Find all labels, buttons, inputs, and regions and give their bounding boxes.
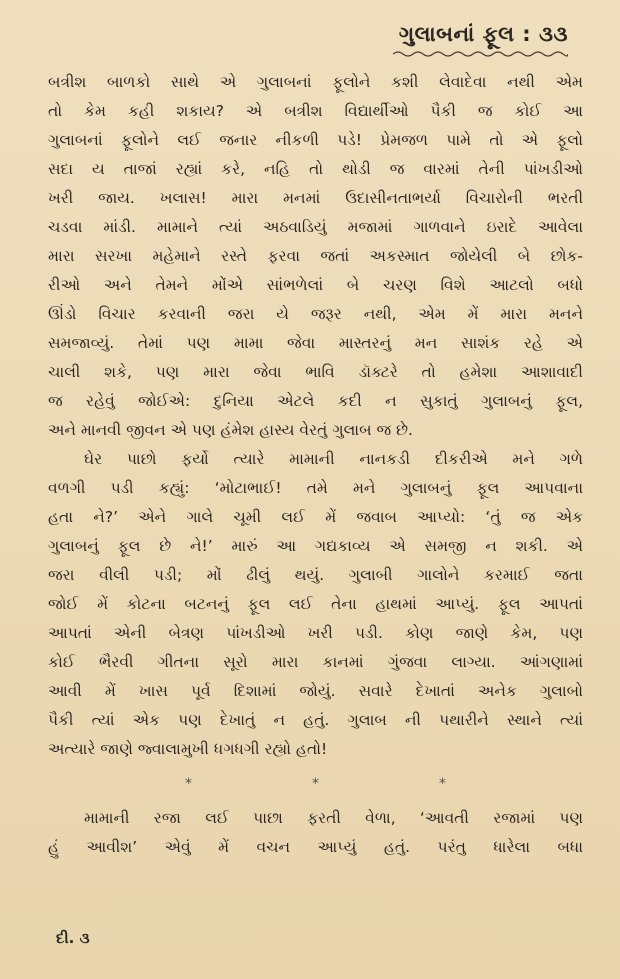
paragraph-3 <box>48 804 583 862</box>
text-line: રીઓ અને તેમને મોંએ સાંભળેલાં બે ચરણ વિશે આટલો બધો <box>48 276 583 294</box>
text-line: આપતાં એની બેત્રણ પાંખડીઓ ખરી પડી. કોણ જાણે કેમ, પણ <box>48 624 583 642</box>
text-line: ગુલાબનું ફૂલ છે ને!’ મારું આ ગદ્યકાવ્ય એ સમજી ન શકી. એ <box>48 537 583 555</box>
text-line: હતા ને?’ એને ગાલે ચૂમી લઈ મેં જવાબ આપ્યો: ‘તું જ એક <box>48 508 583 526</box>
paragraph-2 <box>48 445 583 764</box>
text-line: આવી મેં ખાસ પૂર્વ દિશામાં જોયું. સવારે દેખાતાં અનેક ગુલાબો <box>48 682 583 700</box>
text-line: સદા ય તાજાં રહ્યાં કરે, નહિ તો થોડી જ વારમાં તેની પાંખડીઓ <box>48 160 583 178</box>
paragraph-1 <box>48 68 583 445</box>
text-line: જોઈ મેં કોટના બટનનું ફૂલ લઈ તેના હાથમાં આપ્યું. ફૂલ આપતાં <box>48 595 583 613</box>
text-line: બત્રીશ બાળકો સાથે એ ગુલાબનાં ફૂલોને કશી લેવાદેવા નથી એમ <box>48 73 583 91</box>
text-line: તો કેમ કહી શકાય? એ બત્રીશ વિદ્યાર્થીઓ પૈકી જ કોઈ આ <box>48 102 583 120</box>
text-line: હું આવીશ’ એવું મેં વચન આપ્યું હતું. પરંતુ ધારેલા બધા <box>48 838 583 856</box>
separator-star: * <box>185 776 192 792</box>
text-line: ખરી જાય. ખલાસ! મારા મનમાં ઉદાસીનતાભર્યા વિચારોની ભરતી <box>48 189 583 207</box>
separator-star: * <box>312 776 319 792</box>
text-line: અને માનવી જીવન એ પણ હંમેશ હાસ્ય વેરતું ગુલાબ જ છે. <box>48 421 413 439</box>
body-text <box>48 68 583 862</box>
section-separator <box>48 764 583 804</box>
running-header <box>308 22 568 59</box>
text-line: ચડવા માંડી. મામાને ત્યાં અઠવાડિયું મજામાં ગાળવાને ઇરાદે આવેલા <box>48 218 583 236</box>
text-line: ચાલી શકે, પણ મારા જેવા ભાવિ ડૉક્ટરે તો હમેશા આશાવાદી <box>48 363 583 381</box>
page-header-title: ગુલાબનાં ફૂલ : ૩૩ <box>398 22 568 46</box>
text-line: વળગી પડી કહ્યું: ‘મોટાભાઈ! તમે મને ગુલાબનું ફૂલ આપવાના <box>48 479 583 497</box>
text-line: ઊંડો વિચાર કરવાની જરા યે જરૂર નથી, એમ મેં મારા મનને <box>48 305 583 323</box>
text-line: પૈકી ત્યાં એક પણ દેખાતું ન હતું. ગુલાબ ની પથારીને સ્થાને ત્યાં <box>48 711 583 729</box>
text-line: જ રહેવું જોઈએ: દુનિયા એટલે કદી ન સુકાતું ગુલાબનું ફૂલ, <box>48 392 583 410</box>
printer-signature-mark: દી. ૩ <box>56 929 90 947</box>
text-line: અત્યારે જાણે જ્વાલામુખી ધગધગી રહ્યો હતો! <box>48 740 328 758</box>
header-decorative-rule <box>393 49 568 59</box>
text-line: કોઈ ભૈરવી ગીતના સૂરો મારા કાનમાં ગુંજવા લાગ્યા. આંગણામાં <box>48 653 583 671</box>
text-line: સમજાવ્યું. તેમાં પણ મામા જેવા માસ્તરનું મન સાશંક રહે એ <box>48 334 583 352</box>
text-line: મારા સરખા મહેમાને રસ્તે ફરવા જતાં અકસ્માત જોયેલી બે છોક- <box>48 247 583 265</box>
separator-star: * <box>439 776 446 792</box>
text-line: મામાની રજા લઈ પાછા ફરતી વેળા, ‘આવતી રજામાં પણ <box>84 809 583 827</box>
text-line: જરા વીલી પડી; મોં ઢીલું થયું. ગુલાબી ગાલોને કરમાઈ જતા <box>48 566 583 584</box>
text-line: ઘેર પાછો ફર્યો ત્યારે મામાની નાનકડી દીકરીએ મને ગળે <box>84 450 583 468</box>
text-line: ગુલાબનાં ફૂલોને લઈ જનાર નીકળી પડે! પ્રેમજળ પામે તો એ ફૂલો <box>48 131 583 149</box>
